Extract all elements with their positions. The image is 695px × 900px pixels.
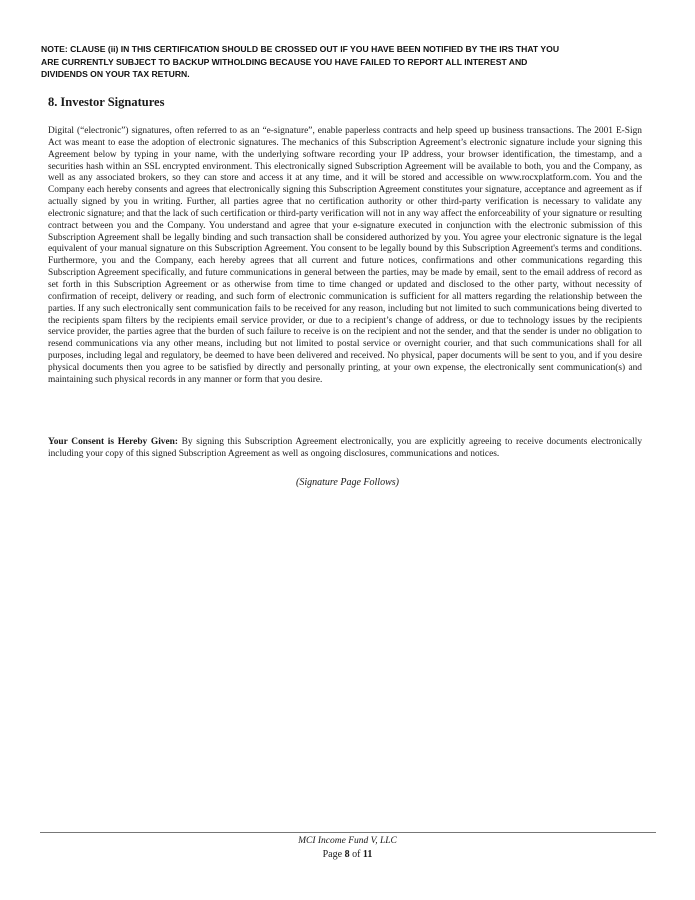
note-line: DIVIDENDS ON YOUR TAX RETURN. bbox=[41, 69, 190, 80]
footer-company-name: MCI Income Fund V, LLC bbox=[298, 836, 397, 846]
consent-text: By signing this Subscription Agreement electronically, you are explicitly agreeing to receive documents electronically including your copy of this signed Subscription Agreement as well as ongoing disclosures, communications and notices. bbox=[48, 437, 643, 459]
consent-paragraph bbox=[48, 437, 642, 461]
page-current: 8 bbox=[344, 849, 350, 860]
consent-lead: Your Consent is Hereby Given: bbox=[48, 437, 178, 447]
backup-withholding-note bbox=[41, 43, 601, 81]
signature-page-follows: (Signature Page Follows) bbox=[296, 477, 399, 488]
page-number bbox=[0, 849, 695, 860]
footer-divider bbox=[40, 832, 656, 833]
section-heading bbox=[48, 95, 164, 110]
page-total: 11 bbox=[362, 849, 373, 860]
page-of-label: of bbox=[349, 849, 363, 860]
section-number: 8. bbox=[48, 95, 58, 109]
note-line: NOTE: CLAUSE (ii) IN THIS CERTIFICATION SHOULD BE CROSSED OUT IF YOU HAVE BEEN NOTIFIED BY THE IRS THAT YOU bbox=[41, 44, 560, 54]
section-title: Investor Signatures bbox=[60, 95, 165, 109]
note-line: ARE CURRENTLY SUBJECT TO BACKUP WITHOLDING BECAUSE YOU HAVE FAILED TO REPORT ALL INTEREST AND bbox=[41, 56, 528, 67]
page-label: Page bbox=[322, 849, 345, 860]
e-signature-paragraph: Digital (“electronic”) signatures, often referred to as an “e-signature”, enable paperless contracts and help speed up business transactions. The 2001 E-Sign Act was meant to ease the adoption of electronic signatures. The mechanics of this Subscription Agreement’s electronic signature include your signing this Agreement below by typing in your name, with the underlying software recording your IP address, your browser identification, the timestamp, and a securities hash within an SSL encrypted environment. This electronically signed Subscription Agreement will be available to both, you and the Company, as well as any associated brokers, so they can store and access it at any time, and it will be stored and accessible on www.rocxplatform.com. You and the Company each hereby consents and agrees that electronically signing this Subscription Agreement constitutes your signature, acceptance and agreement as if actually signed by you in writing. Further, all parties agree that no certification authority or other third-party verification is necessary to validate any electronic signature; and that the lack of such certification or third-party verification will not in any way affect the enforceability of your signature or resulting contract between you and the Company. You understand and agree that your e-signature executed in conjunction with the electronic submission of this Subscription Agreement shall be legally binding and such transaction shall be considered authorized by you. You agree your electronic signature is the legal equivalent of your manual signature on this Subscription Agreement. You consent to be legally bound by this Subscription Agreement's terms and conditions. Furthermore, you and the Company, each hereby agrees that all current and future notices, confirmations and other communications regarding this Subscription Agreement specifically, and future communications in general between the parties, may be made by email, sent to the email address of record as set forth in this Subscription Agreement or as otherwise from time to time changed or updated and disclosed to the other party, without necessity of confirmation of receipt, delivery or reading, and such form of electronic communication is sufficient for all matters regarding the relationship between the parties. If any such electronically sent communication fails to be received for any reason, including but not limited to such communications being diverted to the recipients spam filters by the recipients email service provider, or due to a recipient’s change of address, or due to technology issues by the recipients service provider, the parties agree that the burden of such failure to receive is on the recipient and not the sender, and that the sender is under no obligation to resend communications via any other means, including but not limited to postal service or overnight courier, and that such communications shall for all purposes, including legal and regulatory, be deemed to have been delivered and received. No physical, paper documents will be sent to you, and if you desire physical documents then you agree to be satisfied by directly and personally printing, at your own expense, the electronically sent communication(s) and maintaining such physical records in any manner or form that you desire. bbox=[48, 126, 642, 385]
